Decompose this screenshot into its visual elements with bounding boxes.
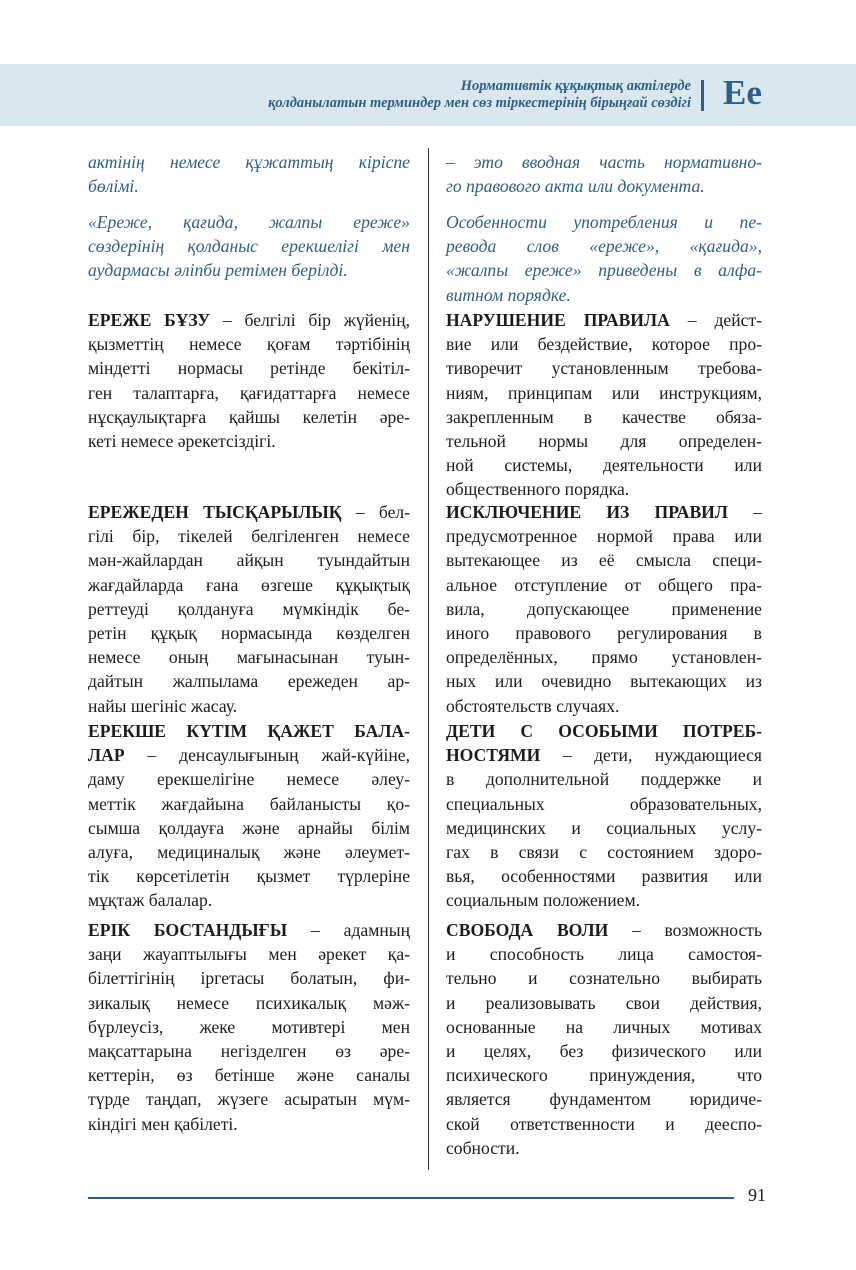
running-header-line-1: Нормативтік құқықтық актілерде <box>460 78 691 94</box>
term-kk-2: ЕРЕЖЕДЕН ТЫСҚАРЫЛЫҚ <box>88 502 342 522</box>
term-kk-4: ЕРІК БОСТАНДЫҒЫ <box>88 920 288 940</box>
entry-ru-1: НАРУШЕНИЕ ПРАВИЛА – дейст- вие или бездействие, которое про- тиворечит установленным требова- ниям, принципам или инструкциям, закрепленным в качестве обяза- тельной нормы для определен- ной системы, деятельности или общественного порядка. <box>446 310 762 500</box>
intro-kk-2: «Ереже, қағида, жалпы ереже» сөздерінің қолданыс ерекшелігі мен аудармасы әліпби ретімен берілді. <box>88 212 410 281</box>
entry-kk-3: ЕРЕКШЕ КҮТІМ ҚАЖЕТ БАЛА- ЛАР – денсаулығының жай-күйіне, даму ерекшелігіне немесе әлеу- меттік жағдайына байланысты қо- сымша қолдауға және арнайы білім алуға, медициналық және әлеумет- тік көрсетілетін қызмет түрлеріне мұқтаж балалар. <box>88 721 410 911</box>
intro-ru-1: – это вводная часть нормативно- го правового акта или документа. <box>446 152 762 197</box>
intro-ru-2: Особенности употребления и пе- ревода слов «ереже», «қағида», «жалпы ереже» приведены в алфа- витном порядке. <box>446 212 762 305</box>
term-ru-3: ДЕТИ С ОСОБЫМИ ПОТРЕБ- <box>446 721 762 741</box>
page-number: 91 <box>748 1185 766 1205</box>
entry-ru-4: СВОБОДА ВОЛИ – возможность и способность лица самостоя- тельно и сознательно выбирать и реализовывать свои действия, основанные на личных мотивах и целях, без физического или психического принуждения, что является фундаментом юридиче- ской ответственности и дееспо- собности. <box>446 920 762 1158</box>
entry-kk-4: ЕРІК БОСТАНДЫҒЫ – адамның заңи жауаптылығы мен әрекет қа- білеттігінің іргетасы болатын, фи- зикалық немесе психикалық мәж- бүрлеусіз, жеке мотивтері мен мақсаттарына негізделген өз әре- кеттерін, өз бетінше және саналы түрде таңдап, жүзеге асыратын мүм- кіндігі мен қабілеті. <box>88 920 411 1134</box>
term-ru-2: ИСКЛЮЧЕНИЕ ИЗ ПРАВИЛ <box>446 502 728 522</box>
term-ru-1: НАРУШЕНИЕ ПРАВИЛА <box>446 310 670 330</box>
entry-ru-3: ДЕТИ С ОСОБЫМИ ПОТРЕБ- НОСТЯМИ – дети, нуждающиеся в дополнительной поддержке и специальных образовательных, медицинских и социальных услу- гах в связи с состоянием здоро- вья, особенностями развития или социальным положением. <box>446 721 762 911</box>
running-header-line-2: қолданылатын терминдер мен сөз тіркестерінің бірыңғай сөздігі <box>268 95 691 111</box>
footer-rule <box>88 1197 734 1199</box>
entry-kk-1: ЕРЕЖЕ БҰЗУ – белгілі бір жүйенің, қызметтің немесе қоғам тәртібінің міндетті нормасы ретінде бекітіл- ген талаптарға, қағидаттарға немесе нұсқаулықтарға қайшы келетін әре- кеті немесе әрекетсіздігі. <box>88 310 411 452</box>
entry-ru-2: ИСКЛЮЧЕНИЕ ИЗ ПРАВИЛ – предусмотренное нормой права или вытекающее из её смысла специ- альное отступление от общего пра- вила, допускающее применение иного правового регулирования в определённых, прямо установлен- ных или очевидно вытекающих из обстоятельств случаях. <box>446 502 762 716</box>
running-header-title <box>268 78 691 112</box>
section-letter: Ее <box>723 73 762 112</box>
header-separator <box>701 80 704 111</box>
term-ru-4: СВОБОДА ВОЛИ <box>446 920 609 940</box>
entry-kk-2: ЕРЕЖЕДЕН ТЫСҚАРЫЛЫҚ – бел- гілі бір, тікелей белгіленген немесе мән-жайлардан айқын туындайтын жағдайларда ғана өзгеше құқықтық реттеуді қолдануға мүмкіндік бе- ретін құқық нормасында көзделген немесе оның мағынасынан туын- дайтын жалпылама ережеден ар- найы шегініс жасау. <box>88 502 411 716</box>
term-kk-3: ЕРЕКШЕ КҮТІМ ҚАЖЕТ БАЛА- <box>88 721 410 741</box>
intro-kk-1: актінің немесе құжаттың кіріспе бөлімі. <box>88 152 410 197</box>
term-kk-1: ЕРЕЖЕ БҰЗУ <box>88 310 211 330</box>
column-divider <box>428 148 429 1170</box>
